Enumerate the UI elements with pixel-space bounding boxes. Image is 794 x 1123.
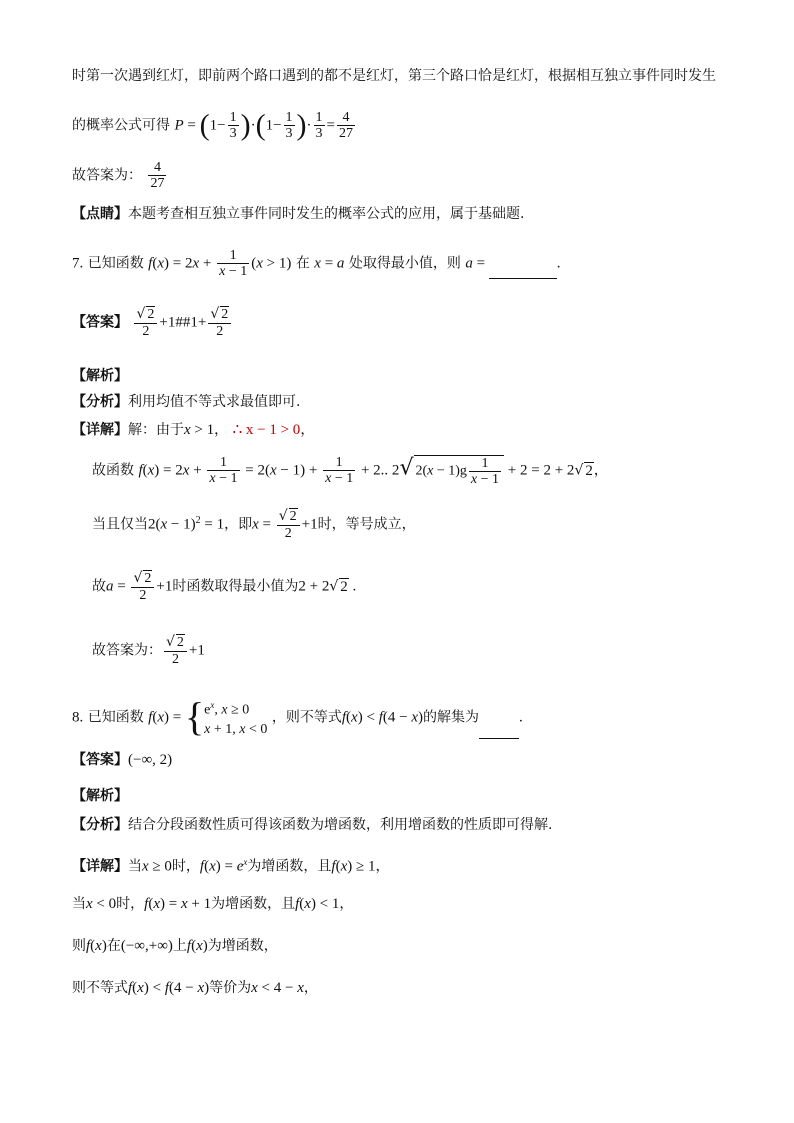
q7-answer: 【答案】 $\frac{√ 2}{2}$ +1##1+ $\frac{√ 2}{2}$ bbox=[72, 306, 233, 339]
prev-answer-line bbox=[72, 160, 168, 191]
note-text: 本题考查相互独立事件同时发生的概率公式的应用，属于基础题. bbox=[128, 206, 525, 222]
q8-answer-blank bbox=[479, 724, 519, 739]
q7-fenxi: 【分析】利用均值不等式求最值即可. bbox=[72, 394, 301, 410]
prev-line-2-text: 的概率公式可得 bbox=[72, 117, 170, 134]
q7-answer-tag: 【答案】 bbox=[72, 314, 128, 331]
q8-stem: 8. 已知函数 f(x) = { $e^x$, x ≥ 0 x + 1, x < 0 ，则不等式f(x) < f(4 − x)的解集为 . bbox=[72, 694, 523, 740]
prev-note bbox=[72, 204, 524, 224]
q8-analysis-tag: 【解析】 bbox=[72, 788, 128, 804]
q7-inequality-line: 故函数 f(x) = 2x + $\frac{1}{x - 1}$ = 2(x − 1) + $\frac{1}{x - 1}$ + 2.. 2√ 2(x − 1)g $\frac{1}{x - 1}$ + 2 = 2 + 2√ 2， bbox=[92, 455, 608, 487]
q7-minimum-line: 故a = $\frac{√ 2}{2}$ +1时函数取得最小值为2 + 2√ 2 . bbox=[92, 570, 357, 603]
prev-probability-line: 的概率公式可得 P = (1− $\frac{1}{3}$ )·(1− $\frac{1}{3}$ )· $\frac{1}{3}$ = $\frac{4}{27}$ bbox=[72, 108, 353, 142]
prev-line-1: 时第一次遇到红灯，即前两个路口遇到的都不是红灯，第三个路口恰是红灯，根据相互独立事件同时发生 bbox=[72, 68, 716, 84]
q8-fenxi: 【分析】结合分段函数性质可得该函数为增函数，利用增函数的性质即可得解. bbox=[72, 817, 553, 833]
q8-number: 8. bbox=[72, 709, 84, 726]
q8-detail-3: 则f(x)在(−∞,+∞)上f(x)为增函数， bbox=[72, 938, 278, 954]
q8-answer: 【答案】(−∞, 2) bbox=[72, 752, 173, 768]
note-tag: 【点睛】 bbox=[72, 206, 128, 222]
q7-reason: ∴ x − 1 > 0 bbox=[232, 422, 301, 438]
prev-answer-fraction: $\frac{4}{27}$ bbox=[150, 160, 165, 191]
prev-answer-prefix: 故答案为： bbox=[72, 167, 142, 184]
q7-answer-blank bbox=[489, 264, 557, 279]
q8-detail-4: 则不等式f(x) < f(4 − x)等价为x < 4 − x， bbox=[72, 980, 318, 996]
q8-answer-value: (−∞, 2) bbox=[128, 752, 173, 768]
q7-final-answer: 故答案为： $\frac{√ 2}{2}$ +1 bbox=[92, 634, 205, 667]
q7-number: 7. bbox=[72, 255, 84, 272]
q7-equality-line: 当且仅当$2(x - 1)^2 = 1$，即x = $\frac{√ 2}{2}$ +1时，等号成立， bbox=[92, 508, 416, 541]
q7-analysis-tag: 【解析】 bbox=[72, 368, 128, 384]
q7-detail: 【详解】解：由于x > 1， ∴ x − 1 > 0， bbox=[72, 422, 315, 438]
q8-detail-2: 当x < 0时，f(x) = x + 1为增函数，且f(x) < 1， bbox=[72, 896, 354, 912]
q7-stem: 7. 已知函数 f(x) = 2x + $\frac{1}{x - 1}$ (x > 1) 在 x = a 处取得最小值，则 a = . bbox=[72, 248, 561, 279]
q8-detail-1: 【详解】当x ≥ 0时，$f(x) = e^x$为增函数，且f(x) ≥ 1， bbox=[72, 857, 390, 875]
